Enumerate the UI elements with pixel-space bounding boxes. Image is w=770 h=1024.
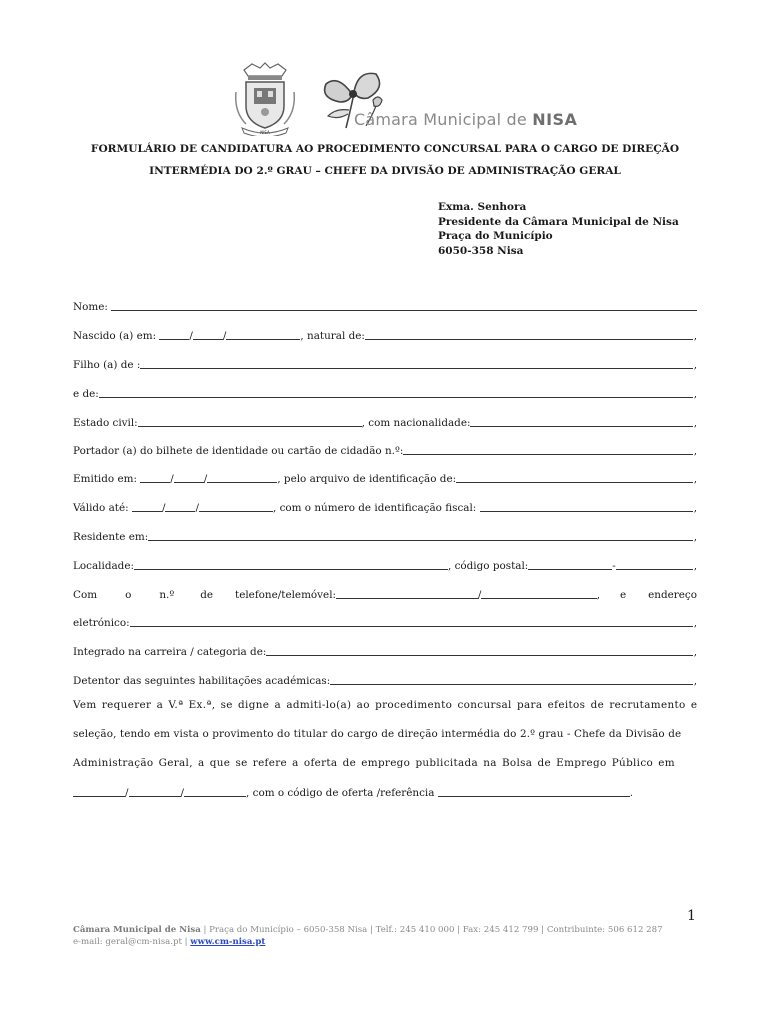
field-email[interactable] xyxy=(130,615,693,627)
field-localidade[interactable] xyxy=(134,558,448,570)
comma: , xyxy=(693,675,697,687)
date-separator: / xyxy=(222,330,227,342)
form-row-emitido xyxy=(73,469,697,485)
recipient-line-4: 6050-358 Nisa xyxy=(438,244,524,257)
field-nome[interactable] xyxy=(111,299,697,311)
label-portador: Portador (a) do bilhete de identidade ou cartão de cidadão n.º: xyxy=(73,445,404,457)
comma: , xyxy=(693,330,697,342)
comma: , xyxy=(693,531,697,543)
recipient-line-3: Praça do Município xyxy=(438,230,553,242)
field-valido-year[interactable] xyxy=(199,500,273,512)
field-ede[interactable] xyxy=(99,386,693,398)
recipient-line-2: Presidente da Câmara Municipal de Nisa xyxy=(438,215,679,228)
label-estado-civil: Estado civil: xyxy=(73,417,138,429)
label-valido: Válido até: xyxy=(73,502,132,514)
field-carreira[interactable] xyxy=(266,644,692,656)
comma: , xyxy=(693,560,697,572)
label-nascido: Nascido (a) em: xyxy=(73,330,160,342)
recipient-line-1: Exma. Senhora xyxy=(438,201,527,213)
label-localidade: Localidade: xyxy=(73,560,134,572)
footer-org: Câmara Municipal de Nisa xyxy=(73,925,201,935)
form-row-detentor xyxy=(73,671,697,687)
word-de: de xyxy=(200,589,214,601)
form-row-ede xyxy=(73,384,697,400)
form-row-integrado xyxy=(73,642,697,658)
date-separator: / xyxy=(170,473,174,485)
comma: , xyxy=(693,617,697,629)
footer-details: | Praça do Município – 6050-358 Nisa | Telf.: 245 410 000 | Fax: 245 412 799 | Contribuinte: 506 612 287 xyxy=(200,925,663,935)
form-row-eletronico xyxy=(73,613,697,629)
brand-name: Câmara Municipal de NISA xyxy=(354,110,578,129)
field-arquivo[interactable] xyxy=(456,471,693,483)
form-row-localidade xyxy=(73,556,697,572)
label-codigo-oferta: , com o código de oferta /referência xyxy=(246,787,438,799)
word-n: n.º xyxy=(159,589,175,601)
word-endereco: endereço xyxy=(648,589,697,601)
field-portador[interactable] xyxy=(403,443,692,455)
field-birth-day[interactable] xyxy=(159,328,189,340)
word-e: e xyxy=(620,589,627,601)
request-line-1: Vem requerer a V.ª Ex.ª, se digne a admiti-lo(a) ao procedimento concursal para efeitos de recrutamento e xyxy=(73,699,698,711)
form-row-birth xyxy=(73,326,697,342)
form-row-portador xyxy=(73,441,697,457)
date-separator: / xyxy=(189,330,193,342)
field-codigo-postal-1[interactable] xyxy=(528,558,612,570)
field-emitido-year[interactable] xyxy=(207,471,277,483)
label-telefone: telefone/telemóvel: xyxy=(235,589,337,601)
page-number: 1 xyxy=(687,908,696,924)
comma: , xyxy=(693,646,697,658)
field-telefone[interactable] xyxy=(336,587,478,599)
date-separator: / xyxy=(125,787,129,799)
postal-dash: - xyxy=(612,560,616,572)
field-residente[interactable] xyxy=(148,529,692,541)
comma: , xyxy=(693,359,697,371)
field-filho[interactable] xyxy=(140,357,692,369)
label-filho: Filho (a) de : xyxy=(73,359,141,371)
comma: , xyxy=(693,502,697,514)
label-nacionalidade: , com nacionalidade: xyxy=(361,417,471,429)
field-valido-day[interactable] xyxy=(132,500,162,512)
label-eletronico: eletrónico: xyxy=(73,617,130,629)
form-row-residente xyxy=(73,527,697,543)
request-line-2: seleção, tendo em vista o provimento do titular do cargo de direção intermédia do 2.º grau - Chefe da Divisão de xyxy=(73,728,682,740)
field-valido-month[interactable] xyxy=(165,500,195,512)
label-ede: e de: xyxy=(73,388,99,400)
date-separator: / xyxy=(180,787,185,799)
form-row-name xyxy=(73,297,697,313)
label-integrado: Integrado na carreira / categoria de: xyxy=(73,646,267,658)
phone-separator: / xyxy=(477,589,482,601)
request-line-3: Administração Geral, a que se refere a oferta de emprego publicitada na Bolsa de Emprego Público em xyxy=(73,757,675,769)
label-codigo-postal: , código postal: xyxy=(447,560,529,572)
field-nif[interactable] xyxy=(480,500,693,512)
date-separator: / xyxy=(203,473,208,485)
field-birth-year[interactable] xyxy=(226,328,300,340)
label-natural: , natural de: xyxy=(300,330,365,342)
field-habilitacoes[interactable] xyxy=(330,673,692,685)
date-separator: / xyxy=(161,502,166,514)
field-nacionalidade[interactable] xyxy=(470,415,692,427)
form-title-line-2: INTERMÉDIA DO 2.º GRAU – CHEFE DA DIVISÃO DE ADMINISTRAÇÃO GERAL xyxy=(149,165,621,177)
footer-line-2 xyxy=(73,936,663,948)
footer-website-link[interactable]: www.cm-nisa.pt xyxy=(190,937,266,947)
field-codigo-postal-2[interactable] xyxy=(616,558,693,570)
comma: , xyxy=(693,388,697,400)
label-arquivo: , pelo arquivo de identificação de: xyxy=(277,473,457,485)
comma: , xyxy=(693,445,697,457)
label-residente: Residente em: xyxy=(73,531,149,543)
field-emitido-month[interactable] xyxy=(174,471,204,483)
field-birth-month[interactable] xyxy=(193,328,223,340)
field-estado-civil[interactable] xyxy=(138,415,362,427)
form-row-filho xyxy=(73,355,697,371)
label-emitido: Emitido em: xyxy=(73,473,141,485)
recipient-address xyxy=(438,200,679,258)
period: . xyxy=(629,787,634,799)
comma: , xyxy=(693,417,697,429)
footer-line-1 xyxy=(73,924,663,936)
svg-text:NISA: NISA xyxy=(260,130,270,135)
word-o: o xyxy=(125,589,132,601)
footer-email: e-mail: geral@cm-nisa.pt | xyxy=(73,937,191,947)
field-bep-month[interactable] xyxy=(129,785,181,797)
label-detentor: Detentor das seguintes habilitações académicas: xyxy=(73,675,331,687)
form-row-telefone xyxy=(73,585,697,601)
date-separator: / xyxy=(195,502,199,514)
label-nif: , com o número de identificação fiscal: xyxy=(272,502,480,514)
field-emitido-day[interactable] xyxy=(140,471,170,483)
field-codigo-oferta[interactable] xyxy=(438,785,630,797)
comma: , xyxy=(596,589,600,601)
word-com: Com xyxy=(73,589,98,601)
field-bep-day[interactable] xyxy=(73,785,125,797)
form-title-line-1: FORMULÁRIO DE CANDIDATURA AO PROCEDIMENTO CONCURSAL PARA O CARGO DE DIREÇÃO xyxy=(90,143,680,155)
form-row-valido xyxy=(73,498,697,514)
request-line-4 xyxy=(73,783,653,799)
label-nome: Nome: xyxy=(73,301,112,313)
field-natural[interactable] xyxy=(365,328,693,340)
comma: , xyxy=(693,473,697,485)
municipal-crest-logo xyxy=(232,62,298,136)
field-telemovel[interactable] xyxy=(481,587,596,599)
field-bep-year[interactable] xyxy=(184,785,246,797)
page-footer xyxy=(73,924,663,948)
form-row-estado-civil xyxy=(73,413,697,429)
